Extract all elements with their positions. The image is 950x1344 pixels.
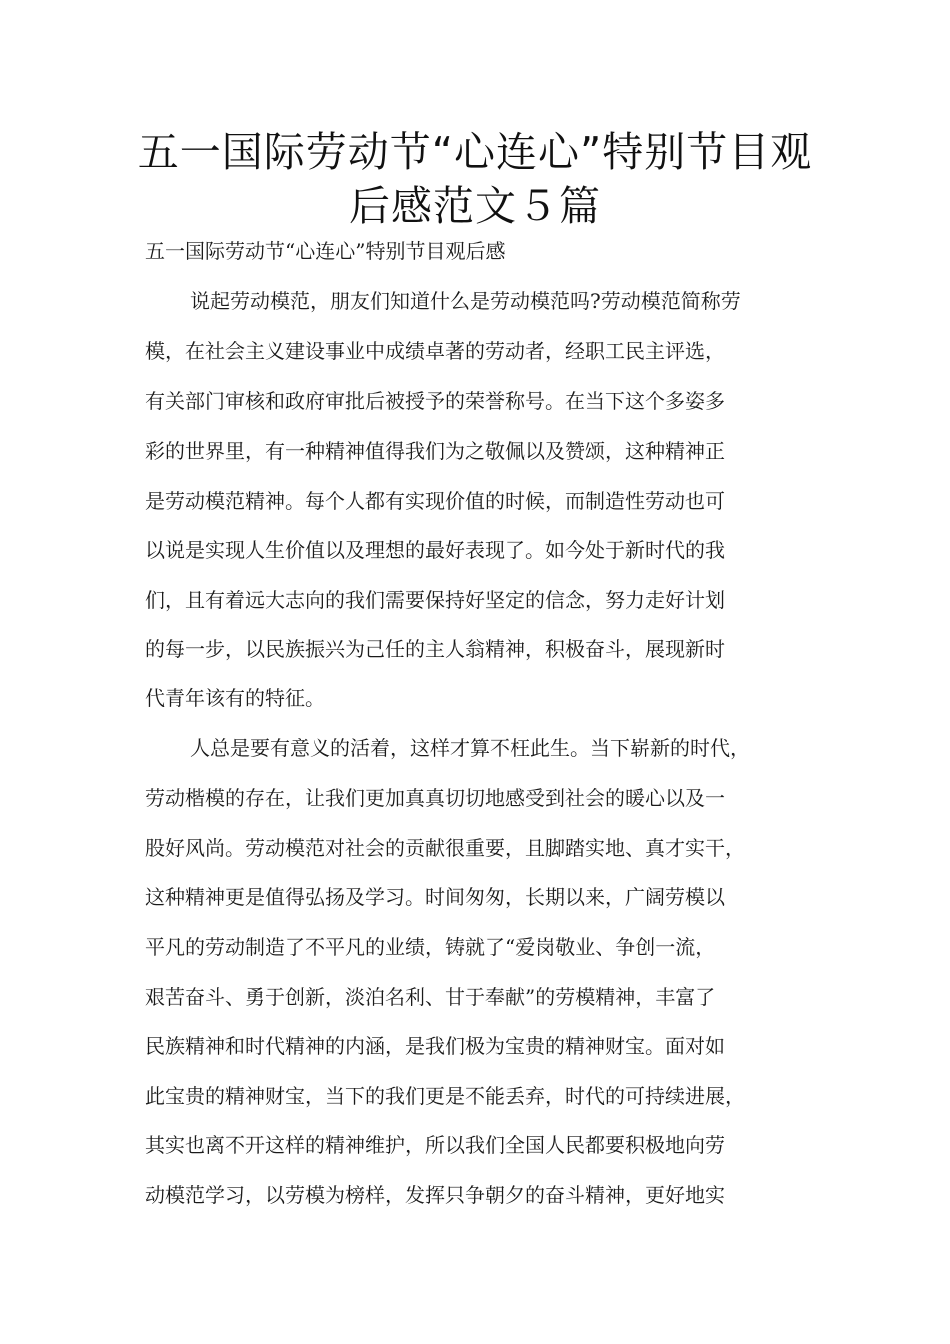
paragraph-line: 平凡的劳动制造了不平凡的业绩，铸就了“爱岗敬业、争创一流， xyxy=(145,935,716,959)
paragraph-line: 模，在社会主义建设事业中成绩卓著的劳动者，经职工民主评选， xyxy=(145,339,725,363)
paragraph-line: 是劳动模范精神。每个人都有实现价值的时候，而制造性劳动也可 xyxy=(145,489,725,513)
paragraph-line: 艰苦奋斗、勇于创新，淡泊名利、甘于奉献”的劳模精神，丰富了 xyxy=(145,985,716,1009)
paragraph-line: 代青年该有的特征。 xyxy=(145,686,325,710)
paragraph-line: 的每一步，以民族振兴为己任的主人翁精神，积极奋斗，展现新时 xyxy=(145,637,725,661)
document-title-line-1: 五一国际劳动节“心连心”特别节目观 xyxy=(137,128,813,176)
paragraph-line: 彩的世界里，有一种精神值得我们为之敬佩以及赞颂，这种精神正 xyxy=(145,439,725,463)
paragraph-line: 此宝贵的精神财宝，当下的我们更是不能丢弃，时代的可持续进展， xyxy=(145,1084,745,1108)
paragraph-line: 以说是实现人生价值以及理想的最好表现了。如今处于新时代的我 xyxy=(145,538,725,562)
paragraph-line: 动模范学习，以劳模为榜样，发挥只争朝夕的奋斗精神，更好地实 xyxy=(145,1183,725,1207)
paragraph-line: 们，且有着远大志向的我们需要保持好坚定的信念，努力走好计划 xyxy=(145,588,725,612)
paragraph-line: 这种精神更是值得弘扬及学习。时间匆匆，长期以来，广阔劳模以 xyxy=(145,885,725,909)
document-subtitle: 五一国际劳动节“心连心”特别节目观后感 xyxy=(145,239,506,263)
document-title-line-2: 后感范文５篇 xyxy=(349,182,601,230)
paragraph-line: 民族精神和时代精神的内涵，是我们极为宝贵的精神财宝。面对如 xyxy=(145,1034,725,1058)
paragraph-line: 有关部门审核和政府审批后被授予的荣誉称号。在当下这个多姿多 xyxy=(145,389,725,413)
paragraph-line: 人总是要有意义的活着，这样才算不枉此生。当下崭新的时代， xyxy=(190,736,750,760)
paragraph-line: 劳动楷模的存在，让我们更加真真切切地感受到社会的暖心以及一 xyxy=(145,786,725,810)
paragraph-line: 说起劳动模范，朋友们知道什么是劳动模范吗?劳动模范简称劳 xyxy=(190,289,741,313)
paragraph-line: 股好风尚。劳动模范对社会的贡献很重要，且脚踏实地、真才实干， xyxy=(145,836,745,860)
paragraph-line: 其实也离不开这样的精神维护，所以我们全国人民都要积极地向劳 xyxy=(145,1133,725,1157)
